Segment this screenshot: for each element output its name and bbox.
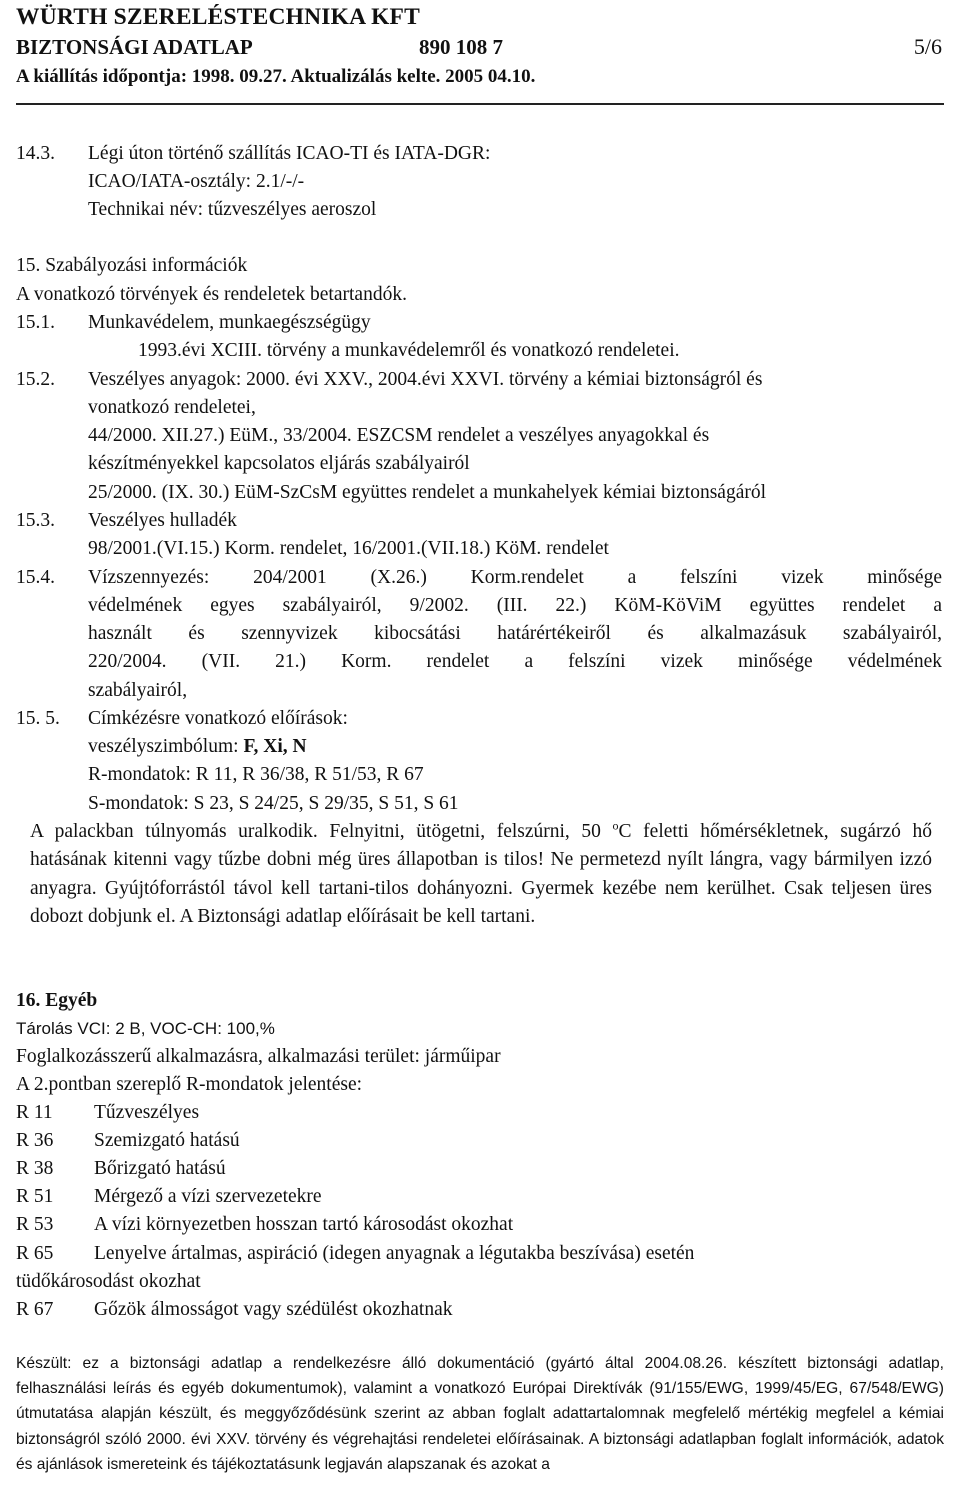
section-title: Munkavédelem, munkaegészségügy	[88, 312, 371, 333]
section-number: 15.2.	[16, 369, 55, 390]
text-line: vonatkozó rendeletei,	[88, 397, 256, 418]
text-line: A vonatkozó törvények és rendeletek betartandók.	[16, 284, 407, 305]
text-line: tüdőkárosodást okozhat	[16, 1271, 201, 1292]
text-line: szabályairól,	[88, 680, 188, 701]
text-line: 25/2000. (IX. 30.) EüM-SzCsM együttes rendelet a munkahelyek kémiai biztonságáról	[88, 482, 767, 503]
section-number: 15.4.	[16, 567, 55, 588]
text-line: használt és szennyvizek kibocsátási határértékeiről és alkalmazásuk szabályairól,	[88, 623, 942, 644]
text-line: védelmének egyes szabályairól, 9/2002. (III. 22.) KöM-KöViM együttes rendelet a	[88, 595, 942, 616]
s-phrases-line: S-mondatok: S 23, S 24/25, S 29/35, S 51, S 61	[88, 793, 459, 814]
storage-line: Tárolás VCI: 2 B, VOC-CH: 100,%	[16, 1019, 275, 1038]
section-15-heading: 15. Szabályozási információk	[16, 255, 248, 276]
r-phrases-intro: A 2.pontban szereplő R-mondatok jelentése:	[16, 1074, 363, 1095]
hazard-symbol-value: F, Xi, N	[243, 736, 307, 757]
hazard-symbol-label: veszélyszimbólum:	[88, 736, 244, 757]
text-line: Veszélyes anyagok: 2000. évi XXV., 2004.évi XXVI. törvény a kémiai biztonságról és	[88, 369, 763, 390]
usage-line: Foglalkozásszerű alkalmazásra, alkalmazási terület: járműipar	[16, 1046, 501, 1067]
document-code: 890 108 7	[419, 35, 503, 59]
document-header	[16, 2, 944, 92]
text-line: 1993.évi XCIII. törvény a munkavédelemről és vonatkozó rendeletei.	[138, 340, 680, 361]
text-line: Technikai név: tűzveszélyes aeroszol	[88, 199, 377, 220]
hazard-symbol-line	[88, 733, 307, 761]
section-16-heading: 16. Egyéb	[16, 990, 98, 1011]
company-name: WÜRTH SZERELÉSTECHNIKA KFT	[16, 4, 420, 30]
header-line-2	[16, 32, 944, 62]
document-page: WÜRTH SZERELÉSTECHNIKA KFT BIZTONSÁGI ADATLAP 890 108 7 5/6 A kiállítás időpontja: 1998. 09.27. Aktualizálás kelte. 2005 04.10. 14.3. Légi úton történő szállítás ICAO-TI és IATA-DGR: ICAO/IATA-osztály: 2.1/-/- Technikai név: tűzveszélyes aeroszol 15. Szabályozási információk A vonatkozó törvények és rendeletek betartandók. 15.1. Munkavédelem, munkaegészségügy 1993.évi XCIII. törvény a munkavédelemről és vonatkozó rendeletei. 15.2. Veszélyes anyagok: 2000. évi XXV., 2004.évi XXVI. törvény a kémiai biztonságról és vonatkozó rendeletei, 44/2000. XII.27.) EüM., 33/2004. ESZCSM rendelet a veszélyes anyagokkal és készítményekkel kapcsolatos eljárás szabályairól 25/2000. (IX. 30.) EüM-SzCsM együttes rendelet a munkahelyek kémiai biztonságáról 15.3. Veszélyes hulladék 98/2001.(VI.15.) Korm. rendelet, 16/2001.(VII.18.) KöM. rendelet 15.4. Vízszennyezés: 204/2001 (X.26.) Korm.rendelet a felszíni vizek minősége védelmének egyes szabályairól, 9/2002. (III. 22.) KöM-KöViM együttes rendelet a használt és szennyvizek kibocsátási határértékeiről és alkalmazásuk szabályairól, 220/2004. (VII. 21.) Korm. rendelet a felszíni vizek minősége védelmének szabályairól, 15. 5. Címkézésre vonatkozó előírások: veszélyszimbólum: F, Xi, N R-mondatok: R 11, R 36/38, R 51/53, R 67 S-mondatok: S 23, S 24/25, S 29/35, S 51, S 61 A palackban túlnyomás uralkodik. Felnyitni, ütögetni, felszúrni, 50 $^o$C feletti hőmérsékletnek, sugárzó hő hatásának kitenni vagy tűzbe dobni még üres állapotban is tilos! Ne permetezd nyílt lángra, vagy bármilyen izzó anyagra. Gyújtóforrástól távol kell tartani-tilos dohányozni. Gyermek kezébe nem kerülhet. Csak teljesen üres dobozt dobjunk el. A Biztonsági adatlap előírásait be kell tartani. 16. Egyéb Tárolás VCI: 2 B, VOC-CH: 100,% Foglalkozásszerű alkalmazásra, alkalmazási terület: járműipar A 2.pontban szereplő R-mondatok jelentése: R 11 Tűzveszélyes R 36 Szemizgató hatású R 38 Bőrizgató hatású R 51 Mérgező a vízi szervezetekre R 53 A vízi környezetben hosszan tartó károsodást okozhat R 65 Lenyelve ártalmas, aspiráció (idegen anyagnak a légutakba beszívása) esetén tüdőkárosodást okozhat R 67 Gőzök álmosságot vagy szédülést okozhatnak Készült: ez a biztonsági adatlap a rendelkezésre álló dokumentáció (gyártó által 2004.08.26. készített biztonsági adatlap, felhasználási leírás és egyéb dokumentumok), valamint a vonatkozó Európai Direktívák (91/155/EWG, 1999/45/EG, 67/548/EWG) útmutatása alapján készült, és meggyőződésünk szerint az abban foglalt adattartalomnak megfelelő mértékig megfelel a kémiai biztonságról szóló 2000. évi XXV. törvény és végrehajtási rendeletei előírásainak. A biztonsági adatlapban foglalt információk, adatok és ajánlások ismereteink és tájékoztatásunk legjaván alapszanak és azokat a	[0, 0, 960, 1507]
section-number: 14.3.	[16, 143, 55, 164]
section-title: Veszélyes hulladék	[88, 510, 237, 531]
text-line: 98/2001.(VI.15.) Korm. rendelet, 16/2001.(VII.18.) KöM. rendelet	[88, 538, 609, 559]
section-number: 15.1.	[16, 312, 55, 333]
text-line: Vízszennyezés: 204/2001 (X.26.) Korm.rendelet a felszíni vizek minősége	[88, 567, 942, 588]
text-line: 220/2004. (VII. 21.) Korm. rendelet a felszíni vizek minősége védelmének	[88, 651, 942, 672]
section-title: Címkézésre vonatkozó előírások:	[88, 708, 348, 729]
text-line: 44/2000. XII.27.) EüM., 33/2004. ESZCSM rendelet a veszélyes anyagokkal és	[88, 425, 710, 446]
document-dates: A kiállítás időpontja: 1998. 09.27. Aktualizálás kelte. 2005 04.10.	[16, 66, 536, 87]
header-divider	[16, 103, 944, 105]
footer-disclaimer: Készült: ez a biztonsági adatlap a rendelkezésre álló dokumentáció (gyártó által 2004.08.26. készített biztonsági adatlap, felhasználási leírás és egyéb dokumentumok), valamint a vonatkozó Európai Direktívák (91/155/EWG, 1999/45/EG, 67/548/EWG) útmutatása alapján készült, és meggyőződésünk szerint az abban foglalt adattartalomnak megfelelő mértékig megfelel a kémiai biztonságról szóló 2000. évi XXV. törvény és végrehajtási rendeletei előírásainak. A biztonsági adatlapban foglalt információk, adatok és ajánlások ismereteink és tájékoztatásunk legjaván alapszanak és azokat a	[16, 1355, 944, 1473]
section-number: 15. 5.	[16, 708, 60, 729]
page-number: 5/6	[913, 34, 942, 59]
section-title: Légi úton történő szállítás ICAO-TI és IATA-DGR:	[88, 143, 491, 164]
section-number: 15.3.	[16, 510, 55, 531]
text-line: készítményekkel kapcsolatos eljárás szabályairól	[88, 453, 470, 474]
text-line: ICAO/IATA-osztály: 2.1/-/-	[88, 171, 305, 192]
document-type: BIZTONSÁGI ADATLAP	[16, 35, 253, 59]
warning-paragraph: A palackban túlnyomás uralkodik. Felnyitni, ütögetni, felszúrni, 50 $^o$C feletti hőmérsékletnek, sugárzó hő hatásának kitenni vagy tűzbe dobni még üres állapotban is tilos! Ne permetezd nyílt lángra, vagy bármilyen izzó anyagra. Gyújtóforrástól távol kell tartani-tilos dohányozni. Gyermek kezébe nem kerülhet. Csak teljesen üres dobozt dobjunk el. A Biztonsági adatlap előírásait be kell tartani.	[30, 818, 932, 928]
r-phrases-line: R-mondatok: R 11, R 36/38, R 51/53, R 67	[88, 764, 424, 785]
